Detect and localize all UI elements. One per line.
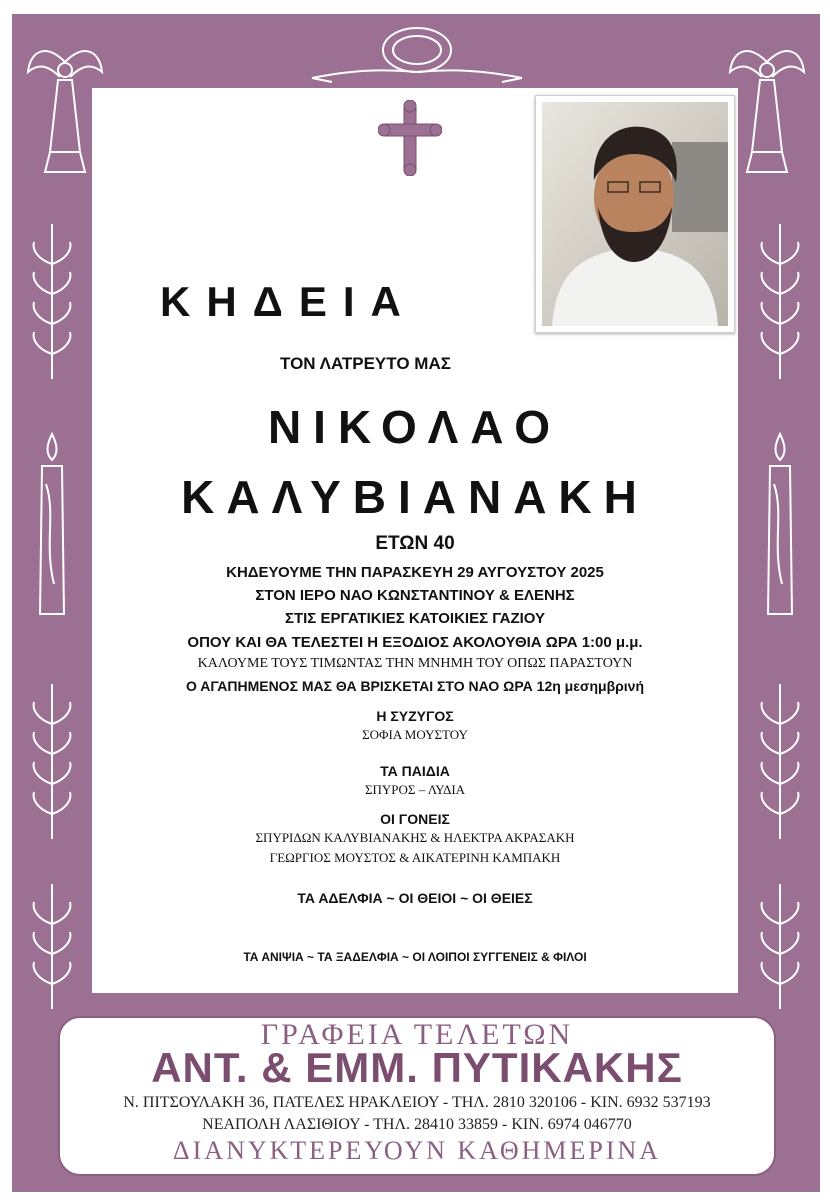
- wreath-ornament: [302, 20, 532, 90]
- olive-branch-right-1: [750, 214, 810, 384]
- parents-line-1: ΣΠΥΡΙΔΩΝ ΚΑΛΥΒΙΑΝΑΚΗΣ & ΗΛΕΚΤΡΑ ΑΚΡΑΣΑΚΗ: [255, 830, 575, 845]
- intro-text: ΤΟΝ ΛΑΤΡΕΥΤΟ ΜΑΣ: [280, 354, 451, 373]
- relatives-line: ΤΑ ΑΝΙΨΙΑ ~ ΤΑ ΞΑΔΕΛΦΙΑ ~ ΟΙ ΛΟΙΠΟΙ ΣΥΓΓΕΝΕΙΣ & ΦΙΛΟΙ: [243, 950, 587, 964]
- siblings-line: ΤΑ ΑΔΕΛΦΙΑ ~ ΟΙ ΘΕΙΟΙ ~ ΟΙ ΘΕΙΕΣ: [297, 890, 533, 906]
- deceased-first-name: ΝΙΚΟΛΑΟ: [267, 401, 563, 453]
- funeral-home-name: ΑΝΤ. & ΕΜΜ. ΠΥΤΙΚΑΚΗΣ: [151, 1044, 683, 1091]
- funeral-home-footer: [58, 1016, 776, 1176]
- parents-line-2: ΓΕΩΡΓΙΟΣ ΜΟΥΣΤΟΣ & ΑΙΚΑΤΕΡΙΝΗ ΚΑΜΠΑΚΗ: [269, 850, 561, 865]
- invitation-text: ΚΑΛΟΥΜΕ ΤΟΥΣ ΤΙΜΩΝΤΑΣ ΤΗΝ ΜΝΗΜΗ ΤΟΥ ΟΠΩΣ ΠΑΡΑΣΤΟΥΝ: [197, 656, 633, 671]
- deceased-photo: [535, 95, 735, 333]
- church-location: ΣΤΙΣ ΕΡΓΑΤΙΚΙΕΣ ΚΑΤΟΙΚΙΕΣ ΓΑΖΙΟΥ: [284, 610, 546, 627]
- church-name: ΣΤΟΝ ΙΕΡΟ ΝΑΟ ΚΩΝΣΤΑΝΤΙΝΟΥ & ΕΛΕΝΗΣ: [255, 587, 575, 604]
- viewing-time: Ο ΑΓΑΠΗΜΕΝΟΣ ΜΑΣ ΘΑ ΒΡΙΣΚΕΤΑΙ ΣΤΟ ΝΑΟ ΩΡΑ 12η μεσημβρινή: [185, 678, 645, 694]
- notice-heading: ΚΗΔΕΙΑ: [160, 278, 417, 325]
- spouse-label: Η ΣΥΖΥΓΟΣ: [376, 708, 454, 724]
- footer-address-1: Ν. ΠΙΤΣΟΥΛΑΚΗ 36, ΠΑΤΕΛΕΣ ΗΡΑΚΛΕΙΟΥ - ΤΗΛ. 2810 320106 - ΚΙΝ. 6932 537193: [123, 1094, 711, 1111]
- children-names: ΣΠΥΡΟΣ – ΛΥΔΙΑ: [364, 782, 466, 797]
- footer-hours: ΔΙΑΝΥΚΤΕΡΕΥΟΥΝ ΚΑΘΗΜΕΡΙΝΑ: [172, 1136, 662, 1165]
- deceased-last-name: ΚΑΛΥΒΙΑΝΑΚΗ: [181, 471, 649, 523]
- children-label: ΤΑ ΠΑΙΔΙΑ: [380, 763, 450, 779]
- cross-icon: [378, 100, 442, 176]
- age-text: ΕΤΩΝ 40: [375, 533, 455, 554]
- olive-branch-left-1: [22, 214, 82, 384]
- service-time: ΟΠΟΥ ΚΑΙ ΘΑ ΤΕΛΕΣΤΕΙ Η ΕΞΟΔΙΟΣ ΑΚΟΛΟΥΘΙΑ ΩΡΑ 1:00 μ.μ.: [187, 634, 643, 651]
- footer-title: ΓΡΑΦΕΙΑ ΤΕΛΕΤΩΝ: [260, 1018, 574, 1051]
- funeral-date: ΚΗΔΕΥΟΥΜΕ ΤΗΝ ΠΑΡΑΣΚΕΥΗ 29 ΑΥΓΟΥΣΤΟΥ 2025: [226, 564, 604, 581]
- portrait-image: [542, 102, 728, 326]
- parents-label: ΟΙ ΓΟΝΕΙΣ: [380, 811, 450, 827]
- footer-address-2: ΝΕΑΠΟΛΗ ΛΑΣΙΘΙΟΥ - ΤΗΛ. 28410 33859 - ΚΙΝ. 6974 046770: [202, 1116, 632, 1133]
- spouse-name: ΣΟΦΙΑ ΜΟΥΣΤΟΥ: [362, 727, 468, 742]
